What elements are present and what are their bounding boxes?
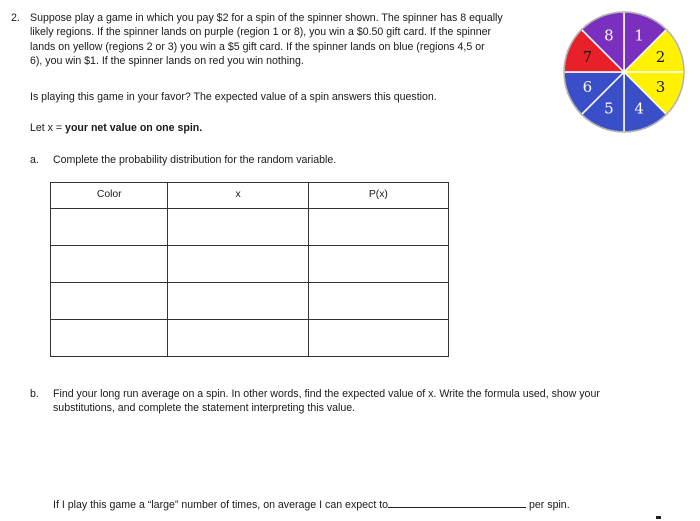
spinner-label-5: 5 — [604, 99, 614, 118]
question-line: lands on yellow (regions 2 or 3) you win a $5 gift card. If the spinner lands on blue (regions 4,5 or — [30, 40, 485, 53]
question-number: 2. — [11, 12, 20, 24]
table-row — [51, 209, 449, 246]
variable-meaning: your net value on one spin. — [65, 122, 203, 134]
part-b-text — [53, 387, 673, 416]
variable-definition — [30, 121, 202, 135]
variable-prefix: Let x = — [30, 122, 66, 134]
question-line: Suppose play a game in which you pay $2 for a spin of the spinner shown. The spinner has 8 equally — [30, 12, 503, 24]
spinner-label-3: 3 — [655, 78, 666, 97]
table-cell[interactable] — [168, 283, 308, 320]
part-b-line: Find your long run average on a spin. In other words, find the expected value of x. Write the formula used, show your — [53, 388, 600, 400]
page-mark — [656, 516, 661, 519]
table-cell[interactable] — [308, 320, 448, 357]
table-cell[interactable] — [51, 320, 168, 357]
table-header-row — [51, 183, 449, 209]
table-cell[interactable] — [308, 209, 448, 246]
answer-blank[interactable] — [388, 496, 526, 508]
question-line: 6), you win $1. If the spinner lands on red you win nothing. — [30, 55, 304, 68]
part-b-label: b. — [30, 388, 39, 400]
table-cell[interactable] — [308, 246, 448, 283]
spinner-label-1: 1 — [634, 26, 644, 45]
question-line: likely regions. If the spinner lands on purple (region 1 or 8), you win a $0.50 gift card. If the spinner — [30, 26, 492, 39]
part-a-text: Complete the probability distribution for the random variable. — [53, 154, 337, 166]
spinner-label-4: 4 — [634, 99, 644, 118]
header-x: x — [168, 183, 308, 209]
header-px: P(x) — [308, 183, 448, 209]
table-cell[interactable] — [168, 320, 308, 357]
favor-question: Is playing this game in your favor? The expected value of a spin answers this question. — [30, 91, 437, 103]
table-cell[interactable] — [51, 209, 168, 246]
table-row — [51, 283, 449, 320]
table-cell[interactable] — [51, 283, 168, 320]
spinner-label-7: 7 — [582, 47, 593, 66]
interpretation-statement — [53, 496, 570, 512]
spinner-label-8: 8 — [604, 26, 614, 45]
spinner-label-2: 2 — [655, 47, 666, 66]
table-cell[interactable] — [168, 246, 308, 283]
table-row — [51, 320, 449, 357]
part-b-line: substitutions, and complete the statement interpreting this value. — [53, 402, 356, 415]
table-cell[interactable] — [51, 246, 168, 283]
question-text — [30, 11, 550, 69]
statement-prefix: If I play this game a “large” number of times, on average I can expect to — [53, 499, 389, 511]
statement-suffix: per spin. — [529, 499, 570, 511]
probability-table — [50, 182, 449, 357]
spinner-label-6: 6 — [582, 78, 593, 97]
header-color: Color — [51, 183, 168, 209]
table-row — [51, 246, 449, 283]
table-cell[interactable] — [168, 209, 308, 246]
table-cell[interactable] — [308, 283, 448, 320]
spinner-image — [562, 10, 686, 134]
part-a-label: a. — [30, 154, 39, 166]
